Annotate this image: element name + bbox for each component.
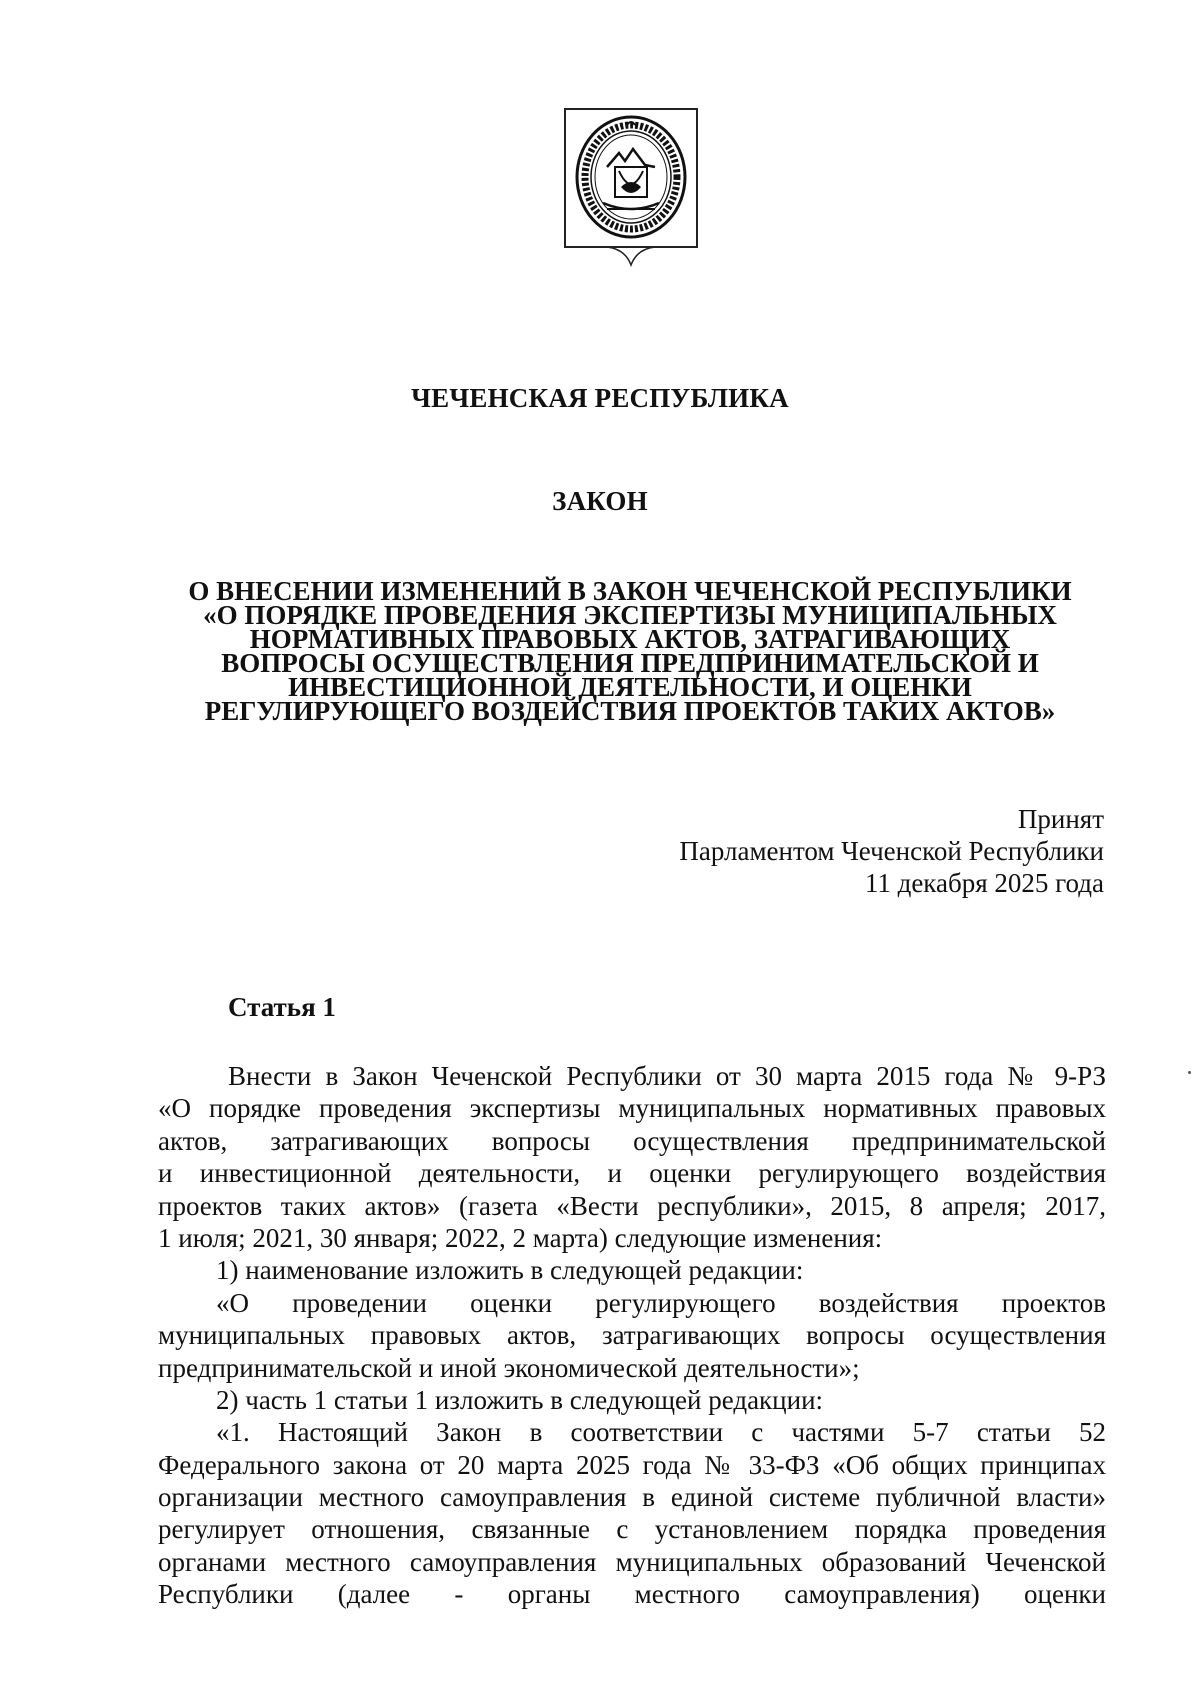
body-line: органами местного самоуправления муниципальных образований Чеченской [158,1546,1106,1577]
article-body [158,1060,1106,1611]
body-line: регулирует отношения, связанные с установлением порядка проведения [158,1514,1106,1545]
body-line: Республики (далее - органы местного самоуправления) оценки [158,1579,1106,1610]
law-title-line: ВОПРОСЫ ОСУЩЕСТВЛЕНИЯ ПРЕДПРИНИМАТЕЛЬСКОЙ И [221,648,1039,678]
law-title-line: ИНВЕСТИЦИОННОЙ ДЕЯТЕЛЬНОСТИ, И ОЦЕНКИ [288,672,972,702]
body-line: Федерального закона от 20 марта 2025 года № 33-ФЗ «Об общих принципах [158,1449,1106,1480]
adoption-status: Принят [1017,804,1104,834]
coat-of-arms-icon [563,107,699,283]
law-title-line: РЕГУЛИРУЮЩЕГО ВОЗДЕЙСТВИЯ ПРОЕКТОВ ТАКИХ АКТОВ» [204,696,1056,726]
document-type-heading: ЗАКОН [552,486,648,516]
adoption-date: 11 декабря 2025 года [864,868,1104,898]
body-line: 1) наименование изложить в следующей редакции: [216,1255,804,1286]
law-title-line: «О ПОРЯДКЕ ПРОВЕДЕНИЯ ЭКСПЕРТИЗЫ МУНИЦИПАЛЬНЫХ [203,600,1057,630]
article-heading: Статья 1 [228,992,336,1022]
body-line: предпринимательской и иной экономической деятельности»; [158,1352,860,1383]
body-line: проектов таких актов» (газета «Вести республики», 2015, 8 апреля; 2017, [158,1190,1106,1221]
adoption-note [679,803,1104,899]
scan-speck [1188,1071,1191,1074]
coat-of-arms-emblem [563,107,699,283]
body-line: организации местного самоуправления в единой системе публичной власти» [158,1482,1106,1513]
adoption-body: Парламентом Чеченской Республики [679,836,1104,866]
body-line: «1. Настоящий Закон в соответствии с частями 5-7 статьи 52 [216,1417,1106,1448]
body-line: 1 июля; 2021, 30 января; 2022, 2 марта) следующие изменения: [158,1222,883,1253]
republic-heading: ЧЕЧЕНСКАЯ РЕСПУБЛИКА [411,383,789,413]
body-line: Внести в Закон Чеченской Республики от 30 марта 2015 года № 9-РЗ [228,1061,1106,1091]
body-line: «О порядке проведения экспертизы муниципальных нормативных правовых [158,1093,1106,1124]
body-line: актов, затрагивающих вопросы осуществления предпринимательской [158,1125,1106,1156]
body-line: 2) часть 1 статьи 1 изложить в следующей редакции: [216,1384,824,1415]
law-title-line: НОРМАТИВНЫХ ПРАВОВЫХ АКТОВ, ЗАТРАГИВАЮЩИХ [249,624,1011,654]
body-line: муниципальных правовых актов, затрагивающих вопросы осуществления [158,1320,1106,1351]
law-title-line: О ВНЕСЕНИИ ИЗМЕНЕНИЙ В ЗАКОН ЧЕЧЕНСКОЙ РЕСПУБЛИКИ [188,576,1072,606]
body-line: «О проведении оценки регулирующего воздействия проектов [216,1287,1106,1318]
law-title [140,576,1120,726]
body-line: и инвестиционной деятельности, и оценки регулирующего воздействия [158,1158,1106,1189]
